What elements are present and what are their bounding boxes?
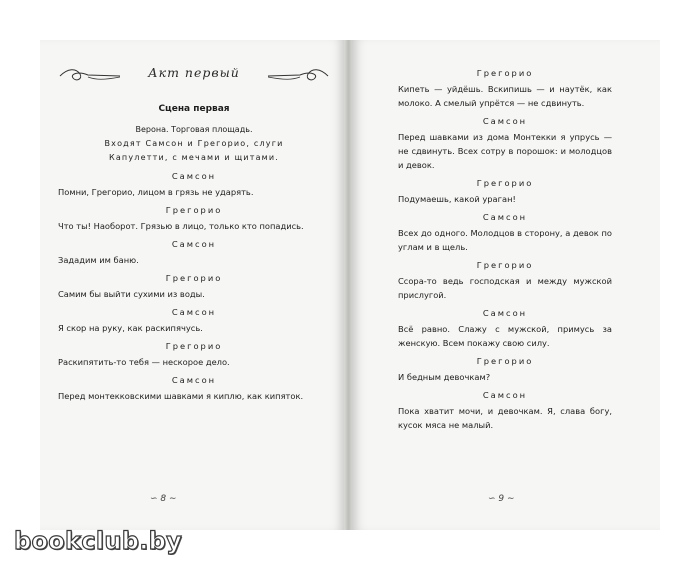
folio-ornament-icon: ∼ <box>507 494 515 504</box>
dialogue-line: Помни, Грегорио, лицом в грязь не ударять. <box>58 187 254 197</box>
speaker-name: Грегорио <box>165 205 223 215</box>
dialogue-line: Всех до одного. Молодцов в сторону, а девок по углам и в щель. <box>398 228 612 252</box>
scene-title: Сцена первая <box>158 104 230 114</box>
dialogue-line: Перед монтекковскими шавками я киплю, как кипяток. <box>58 391 304 401</box>
dialogue-line: Пока хватит мочи, и девочкам. Я, слава богу, кусок мяса не малый. <box>398 406 612 430</box>
page-number: 8 <box>160 494 167 504</box>
speaker-name: Грегорио <box>476 68 534 78</box>
speaker-name: Грегорио <box>476 260 534 270</box>
dialogue-line: Самим бы выйти сухими из воды. <box>58 289 205 299</box>
page-number-right <box>488 494 515 504</box>
speaker-name: Грегорио <box>165 273 223 283</box>
speaker-name: Грегорио <box>476 178 534 188</box>
left-page-text <box>58 60 330 405</box>
speaker-name: Грегорио <box>476 356 534 366</box>
folio-ornament-icon: ∽ <box>488 494 496 504</box>
page-number: 9 <box>498 494 505 504</box>
speaker-name: Самсон <box>482 116 528 126</box>
dialogue-line: Что ты! Наоборот. Грязью в лицо, только кто попадись. <box>58 221 304 231</box>
speaker-name: Самсон <box>171 307 217 317</box>
dialogue-line: Ссора-то ведь господская и между мужской прислугой. <box>398 276 612 300</box>
act-title: Акт первый <box>148 65 240 80</box>
dialogue-line: Перед шавками из дома Монтекки я упрусь — не сдвинуть. Всех сотру в порошок: и молодцов и девок. <box>398 132 612 170</box>
speaker-name: Грегорио <box>165 341 223 351</box>
flourish-right-icon <box>266 66 330 86</box>
page-number-left <box>150 494 177 504</box>
dialogue-line: Всё равно. Слажу с мужской, примусь за женскую. Всем покажу свою силу. <box>398 324 612 348</box>
folio-ornament-icon: ∼ <box>169 494 177 504</box>
dialogue-line: Кипеть — уйдёшь. Вскипишь — и наутёк, как молоко. А смелый упрётся — не сдвинуть. <box>398 84 612 108</box>
speaker-name: Самсон <box>171 375 217 385</box>
stage-direction-line: Капулетти, с мечами и щитами. <box>108 153 280 162</box>
right-page-text <box>398 62 612 434</box>
act-heading <box>58 60 330 94</box>
dialogue-line: И бедным девочкам? <box>398 372 491 382</box>
speaker-name: Самсон <box>171 239 217 249</box>
dialogue-line: Раскипятить-то тебя — нескорое дело. <box>58 357 230 367</box>
stage-direction-line: Входят Самсон и Грегорио, слуги <box>104 139 284 148</box>
dialogue-line: Подумаешь, какой ураган! <box>398 194 516 204</box>
folio-ornament-icon: ∽ <box>150 494 158 504</box>
speaker-name: Самсон <box>482 308 528 318</box>
flourish-left-icon <box>58 66 122 86</box>
speaker-name: Самсон <box>171 171 217 181</box>
dialogue-line: Зададим им баню. <box>58 255 139 265</box>
speaker-name: Самсон <box>482 390 528 400</box>
stage-direction <box>58 123 330 165</box>
dialogue-line: Я скор на руку, как раскипячусь. <box>58 323 203 333</box>
speaker-name: Самсон <box>482 212 528 222</box>
stage-direction-line: Верона. Торговая площадь. <box>135 125 253 134</box>
site-watermark: bookclub.by <box>14 527 183 555</box>
